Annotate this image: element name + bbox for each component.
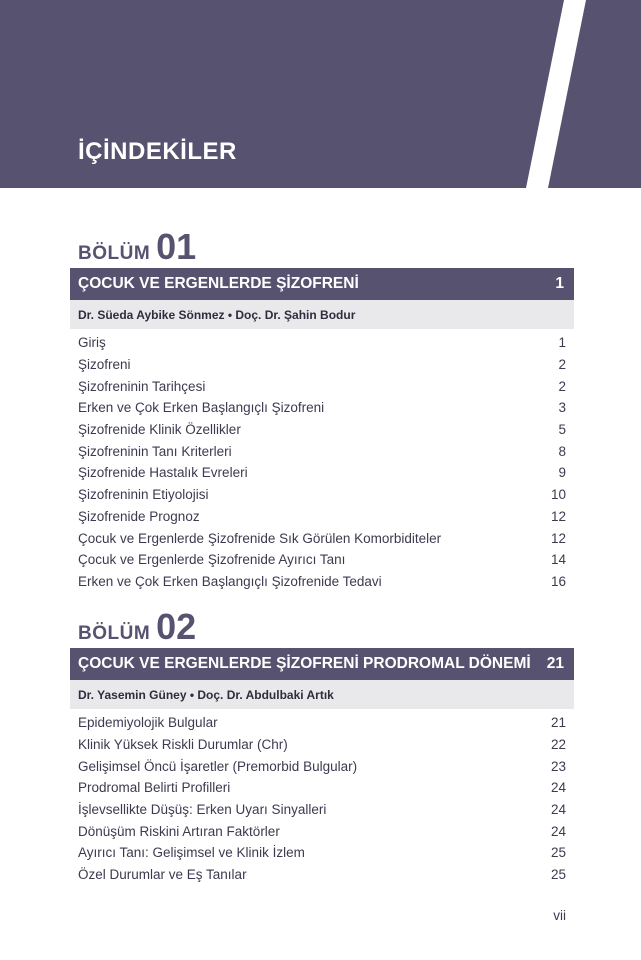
toc-entry-title: Özel Durumlar ve Eş Tanılar: [78, 867, 247, 883]
toc-entry-title: Dönüşüm Riskini Artıran Faktörler: [78, 823, 280, 839]
toc-entry-title: Şizofreni: [78, 357, 131, 373]
chapter-label-word: BÖLÜM: [78, 243, 151, 264]
toc-entry-page: 12: [550, 508, 566, 524]
toc-entry-title: Şizofrenide Klinik Özellikler: [78, 422, 241, 438]
chapter-section-1: [70, 226, 574, 592]
toc-entry-title: Şizofrenide Hastalık Evreleri: [78, 465, 248, 481]
toc-entry-page: 24: [550, 802, 566, 818]
toc-entry[interactable]: [70, 755, 574, 777]
toc-entry[interactable]: [70, 734, 574, 756]
toc-entry-title: Giriş: [78, 335, 106, 351]
toc-entry[interactable]: [70, 777, 574, 799]
footer-page-number: vii: [553, 908, 566, 923]
toc-entry-page: 2: [558, 357, 566, 373]
toc-entry-page: 9: [558, 465, 566, 481]
toc-entry-page: 5: [558, 422, 566, 438]
toc-entry-page: 25: [550, 867, 566, 883]
toc-entry-title: Şizofreninin Etiyolojisi: [78, 487, 209, 503]
toc-entry[interactable]: [70, 462, 574, 484]
toc-entry[interactable]: [70, 571, 574, 593]
header-banner: [0, 0, 641, 188]
toc-entry-page: 10: [550, 487, 566, 503]
toc-entry[interactable]: [70, 506, 574, 528]
toc-entry-title: Şizofreninin Tanı Kriterleri: [78, 443, 232, 459]
toc-entry-title: Erken ve Çok Erken Başlangıçlı Şizofreni: [78, 400, 325, 416]
toc-entry-page: 24: [550, 823, 566, 839]
toc-entry[interactable]: [70, 820, 574, 842]
chapter-label: [78, 226, 574, 268]
toc-entry-title: İşlevsellikte Düşüş: Erken Uyarı Sinyalleri: [78, 802, 327, 818]
toc-entry[interactable]: [70, 375, 574, 397]
toc-entry[interactable]: [70, 864, 574, 886]
toc-entry[interactable]: [70, 842, 574, 864]
toc-entry-title: Epidemiyolojik Bulgular: [78, 715, 218, 731]
chapter-page: 1: [555, 275, 564, 292]
toc-entry-title: Çocuk ve Ergenlerde Şizofrenide Ayırıcı Tanı: [78, 552, 346, 568]
page-title: İÇİNDEKİLER: [78, 138, 237, 165]
toc-entry-title: Çocuk ve Ergenlerde Şizofrenide Sık Görülen Komorbiditeler: [78, 530, 442, 546]
chapter-title: ÇOCUK VE ERGENLERDE ŞİZOFRENİ PRODROMAL DÖNEMİ: [78, 655, 531, 672]
toc-entry-title: Klinik Yüksek Riskli Durumlar (Chr): [78, 737, 288, 753]
toc-entry-page: 23: [550, 758, 566, 774]
toc-entry-title: Şizofreninin Tarihçesi: [78, 378, 206, 394]
toc-entry[interactable]: [70, 799, 574, 821]
toc-entry[interactable]: [70, 354, 574, 376]
toc-entry-list: [70, 709, 574, 886]
toc-entry[interactable]: [70, 484, 574, 506]
chapter-authors: Dr. Yasemin Güney • Doç. Dr. Abdulbaki Artık: [70, 680, 574, 709]
toc-entry-page: 21: [550, 715, 566, 731]
toc-entry[interactable]: [70, 332, 574, 354]
toc-entry[interactable]: [70, 397, 574, 419]
chapter-number: 02: [156, 606, 197, 647]
toc-entry-page: 3: [558, 400, 566, 416]
toc-entry-page: 8: [558, 443, 566, 459]
chapter-page: 21: [546, 655, 564, 672]
toc-entry-page: 1: [558, 335, 566, 351]
chapter-title-bar[interactable]: [70, 648, 574, 680]
chapter-number: 01: [156, 226, 197, 267]
toc-entry-page: 25: [550, 845, 566, 861]
toc-entry-title: Erken ve Çok Erken Başlangıçlı Şizofrenide Tedavi: [78, 573, 382, 589]
toc-entry[interactable]: [70, 440, 574, 462]
toc-entry-title: Gelişimsel Öncü İşaretler (Premorbid Bulgular): [78, 758, 358, 774]
chapter-title: ÇOCUK VE ERGENLERDE ŞİZOFRENİ: [78, 275, 359, 292]
toc-entry-page: 2: [558, 378, 566, 394]
toc-entry-title: Ayırıcı Tanı: Gelişimsel ve Klinik İzlem: [78, 845, 305, 861]
toc-entry[interactable]: [70, 549, 574, 571]
toc-entry-title: Şizofrenide Prognoz: [78, 508, 200, 524]
toc-entry[interactable]: [70, 527, 574, 549]
chapter-section-2: [70, 606, 574, 886]
chapter-title-bar[interactable]: [70, 268, 574, 300]
toc-entry-page: 24: [550, 780, 566, 796]
chapter-label-word: BÖLÜM: [78, 623, 151, 644]
toc-entry-page: 14: [550, 552, 566, 568]
toc-entry[interactable]: [70, 419, 574, 441]
chapter-authors: Dr. Süeda Aybike Sönmez • Doç. Dr. Şahin Bodur: [70, 300, 574, 329]
toc-entry[interactable]: [70, 712, 574, 734]
toc-entry-page: 12: [550, 530, 566, 546]
toc-entry-list: [70, 329, 574, 592]
toc-entry-title: Prodromal Belirti Profilleri: [78, 780, 231, 796]
toc-entry-page: 16: [550, 573, 566, 589]
chapter-label: [78, 606, 574, 648]
toc-entry-page: 22: [550, 737, 566, 753]
